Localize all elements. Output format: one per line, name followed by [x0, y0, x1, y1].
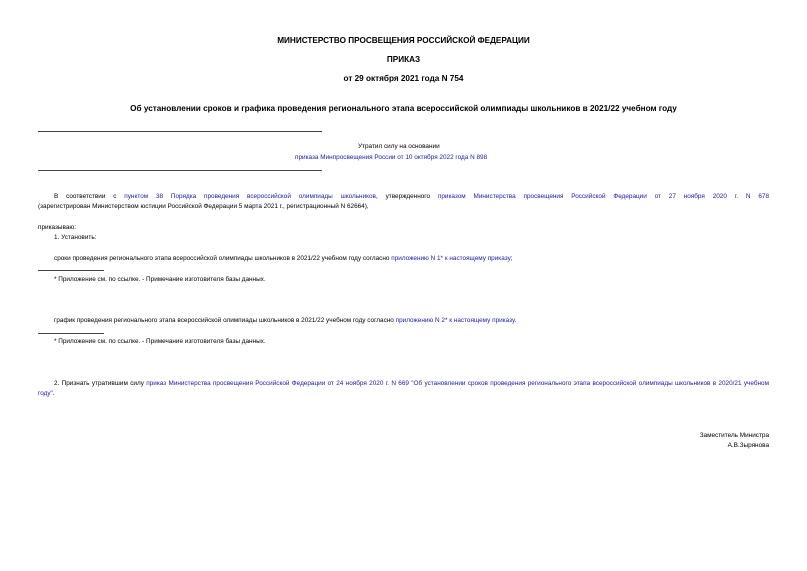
signature-position: Заместитель Министра	[699, 432, 769, 439]
status-link[interactable]: приказа Минпросвещения России от 10 октября 2022 года N 898	[295, 154, 488, 161]
ministry-name: МИНИСТЕРСТВО ПРОСВЕЩЕНИЯ РОССИЙСКОЙ ФЕДЕРАЦИИ	[277, 36, 530, 45]
intro-text: В соответствии с	[54, 193, 125, 200]
divider	[38, 131, 322, 132]
sub-item-text: график проведения регионального этапа всероссийской олимпиады школьников в 2021/22 учебном году согласно	[54, 317, 396, 324]
signature-name: А.В.Зырянова	[727, 442, 769, 449]
divider	[38, 170, 322, 171]
order-678-link[interactable]: приказом Министерства просвещения Российской Федерации от 27 ноября 2020 г. N 678	[437, 193, 770, 200]
sub-item-2	[54, 317, 516, 325]
orders-text: приказываю:	[38, 224, 76, 231]
appendix-2-link[interactable]: приложению N 2* к настоящему приказу	[395, 317, 515, 324]
procedure-link[interactable]: пунктом 38 Порядка проведения всероссийской олимпиады школьников	[124, 193, 376, 200]
footnote-divider	[38, 333, 104, 334]
sub-item-text: сроки проведения регионального этапа всероссийской олимпиады школьников в 2021/22 учебном году согласно	[54, 255, 392, 262]
sub-item-1	[54, 255, 513, 263]
intro-text: , утвержденного	[375, 193, 438, 200]
appendix-1-link[interactable]: приложению N 1* к настоящему приказу	[391, 255, 511, 262]
document-title: Об установлении сроков и графика проведения регионального этапа всероссийской олимпиады школьников в 2021/22 учебном году	[130, 104, 677, 113]
order-669-link[interactable]: приказ Министерства просвещения Российской Федерации от 24 ноября 2020 г. N 669 "Об установлении сроков проведения регионального этапа всероссийской олимпиады школьников в 2020/21 учебном году"	[38, 380, 769, 397]
item-1: 1. Установить:	[54, 234, 97, 241]
intro-paragraph-line2: (зарегистрирован Министерством юстиции Российской Федерации 5 марта 2021 г., регистрационный N 62664),	[38, 203, 369, 210]
footnote-1: * Приложение см. по ссылке. - Примечание изготовителя базы данных.	[54, 276, 266, 283]
punct: .	[514, 317, 517, 324]
footnote-divider	[38, 270, 104, 271]
punct: ;	[510, 255, 513, 262]
document-date-number: от 29 октября 2021 года N 754	[343, 74, 464, 83]
punct: .	[52, 390, 55, 397]
footnote-2: * Приложение см. по ссылке. - Примечание изготовителя базы данных.	[54, 338, 266, 345]
item-2-text: 2. Признать утратившим силу	[54, 380, 147, 387]
intro-paragraph-line1	[38, 193, 769, 201]
item-2	[38, 379, 769, 399]
status-text: Утратил силу на основании	[358, 143, 440, 150]
document-type: ПРИКАЗ	[386, 55, 421, 64]
